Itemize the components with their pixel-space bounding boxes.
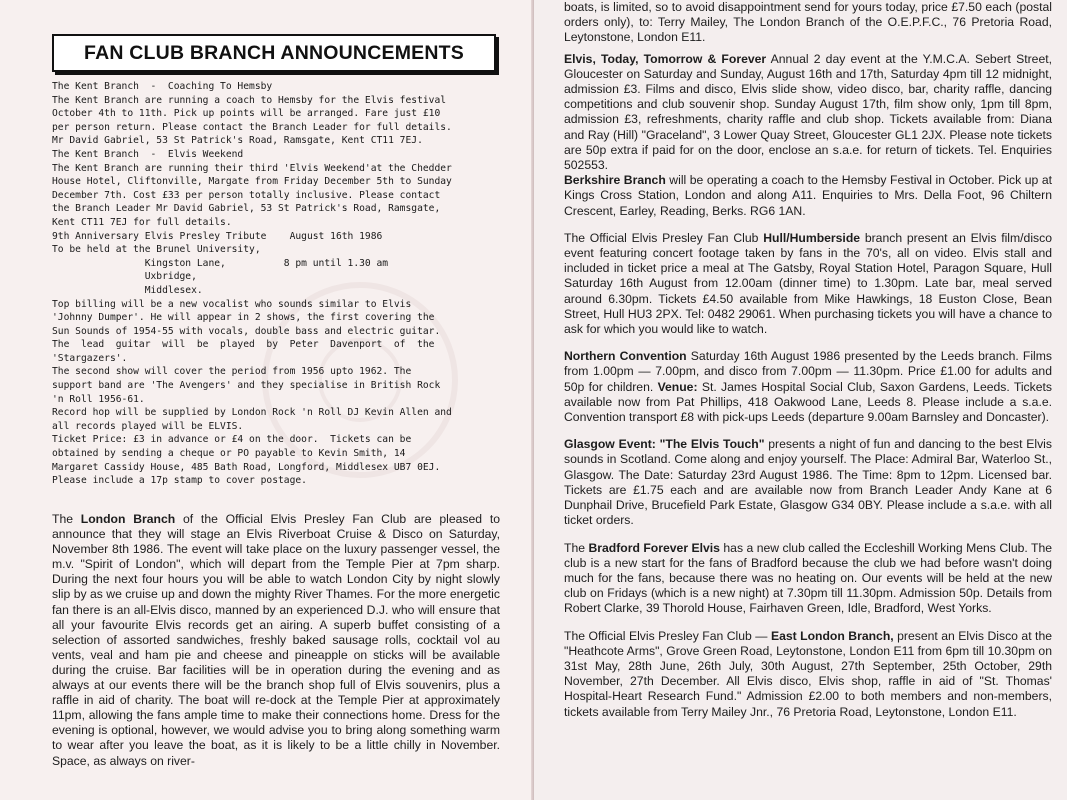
typed-line: all records played will be ELVIS. bbox=[52, 420, 244, 432]
northern-title: Northern Convention bbox=[564, 349, 687, 364]
typed-line: Ticket Price: £3 in advance or £4 on the door. Tickets can be bbox=[52, 434, 412, 446]
typed-line: 'n Roll 1956-61. bbox=[52, 393, 145, 405]
london-continuation: boats, is limited, so to avoid disappointment send for yours today, price £7.50 each (postal orders only), to: Terry Mailey, The London Branch of the O.E.P.F.C., 76 Pretoria Road, Leytonstone, London E11. bbox=[564, 0, 1052, 45]
bradford-announcement bbox=[564, 541, 1052, 617]
typed-line: The Kent Branch - Coaching To Hemsby bbox=[52, 81, 273, 92]
london-branch-announcement bbox=[52, 512, 500, 769]
etf-body: Annual 2 day event at the Y.M.C.A. Sebert Street, Gloucester on Saturday and Sunday, August 16th and 17th, Saturday 4pm till 12 midnight, admission £3. Films and disco, Elvis slide show, video disco, bar, charity raffle, dancing competitions and club souvenir shop. Sunday August 17th, film show only, 1pm till 8pm, admission £3, refreshments, charity raffle and club shop. Tickets available from: Diana and Ray (Hill) "Graceland", 3 Lower Quay Street, Gloucester GL1 2JX. Please note tickets are 50p extra if paid for on the door, enclose an s.a.e. for return of tickets. Tel. Enquiries 502553. bbox=[564, 51, 1052, 173]
typed-line: 9th Anniversary Elvis Presley Tribute August 16th 1986 bbox=[52, 230, 383, 242]
heading-text: FAN CLUB BRANCH ANNOUNCEMENTS bbox=[84, 41, 464, 64]
typed-line: Top billing will be a new vocalist who sounds similar to Elvis bbox=[52, 298, 412, 310]
berkshire-title: Berkshire Branch bbox=[564, 173, 666, 188]
northern-body: Saturday 16th August 1986 presented by the Leeds branch. Films from 1.00pm — 7.00pm, and disco from 7.00pm — 11.30pm. Price £1.00 for adults and 50p for children. bbox=[564, 349, 1052, 394]
typed-line: 'Johnny Dumper'. He will appear in 2 shows, the first covering the bbox=[52, 312, 435, 324]
typed-line: Please include a 17p stamp to cover postage. bbox=[52, 475, 307, 487]
typed-line: The Kent Branch are running their third 'Elvis Weekend'at the Chedder bbox=[52, 162, 452, 174]
berkshire-body: will be operating a coach to the Hemsby Festival in October. Pick up at Kings Cross Station, London and along A11. Enquiries to Mrs. Della Foot, 96 Chiltern Crescent, Earley, Reading, Berks. RG6 1AN. bbox=[564, 173, 1052, 218]
glasgow-body: presents a night of fun and dancing to the best Elvis sounds in Scotland. Come along and enjoy yourself. The Place: Admiral Bar, Waterloo St., Glasgow. The Date: Saturday 23rd August 1986. The Time: 8pm to 12pm. Licensed bar. Tickets are £1.75 each and are available now from Branch Leader Andy Kane at 6 Dunphail Drive, Brucefield Park Estate, Glasgow G34 0BY. Please include a s.a.e. with all ticket orders. bbox=[564, 437, 1052, 528]
left-page bbox=[0, 0, 533, 800]
typed-line: Sun Sounds of 1954-55 with vocals, double bass and electric guitar. bbox=[52, 325, 441, 337]
typed-line: Record hop will be supplied by London Rock 'n Roll DJ Kevin Allen and bbox=[52, 407, 452, 419]
right-page bbox=[534, 0, 1067, 800]
etf-announcement bbox=[564, 52, 1052, 174]
right-column bbox=[564, 0, 1052, 720]
east-london-title: East London Branch, bbox=[770, 628, 894, 643]
hull-title: Hull/Humberside bbox=[763, 230, 861, 245]
typed-line: Margaret Cassidy House, 485 Bath Road, Longford, Middlesex UB7 0EJ. bbox=[52, 461, 441, 473]
hull-body: branch present an Elvis film/disco event featuring concert footage taken by fans in the 70's, all on video. Elvis stall and included in ticket price a meal at The Gatsby, Royal Station Hotel, Paragon Square, Hull Saturday 16th August from 12.00am (dinner time) to 1.30pm. Late bar, meal served around 6.30pm. Tickets £4.50 available from Mike Hawkings, 18 Euston Close, Bean Street, Hull HU3 2PX. Tel: 0482 29061. When purchasing tickets you will have a chance to ask for which you would like to watch. bbox=[564, 230, 1052, 337]
typed-line: Kent CT11 7EJ for full details. bbox=[52, 216, 232, 228]
typed-line: obtained by sending a cheque or PO payable to Kevin Smith, 14 bbox=[52, 448, 406, 460]
bradford-body: has a new club called the Eccleshill Working Mens Club. The club is a new start for the fans of Bradford because the club we had before wasn't doing much for the fans, because there was no heating on. Our events will be held at the new club on Fridays (which is a new night) at 7.30pm till 11.30pm. Admission 50p. Details from Robert Clarke, 39 Thorold House, Fairhaven Green, Idle, Bradford, West Yorks. bbox=[564, 540, 1053, 616]
typed-line: the Branch Leader Mr David Gabriel, 53 St Patrick's Road, Ramsgate, bbox=[52, 203, 441, 215]
northern-venue-label: Venue: bbox=[657, 379, 698, 394]
typed-line: 'Stargazers'. bbox=[52, 352, 128, 364]
etf-title: Elvis, Today, Tomorrow & Forever bbox=[564, 51, 767, 66]
page-heading bbox=[52, 34, 496, 72]
typed-line: Middlesex. bbox=[52, 284, 203, 296]
bradford-title: Bradford Forever Elvis bbox=[588, 540, 720, 555]
typed-line: Kingston Lane, 8 pm until 1.30 am bbox=[52, 257, 389, 269]
hull-announcement bbox=[564, 231, 1052, 337]
london-pre: The bbox=[52, 512, 81, 526]
east-london-pre: The Official Elvis Presley Fan Club — bbox=[564, 628, 771, 643]
london-body: of the Official Elvis Presley Fan Club are pleased to announce that they will stage an Elvis Riverboat Cruise & Disco on Saturday, November 8th 1986. The event will take place on the luxury passenger vessel, the m.v. "Spirit of London", which will depart from the Temple Pier at 7pm sharp. During the next four hours you will be able to watch London City by night slowly slip by as we cruise up and down the mighty River Thames. For the more energetic fan there is an all-Elvis disco, manned by an experienced D.J. who will ensure that all your favourite Elvis records get an airing. A superb buffet consisting of a selection of assorted sandwiches, freshly baked sausage rolls, cocktail vol au vents, veal and ham pie and cheese and pineapple on sticks will be available during the cruise. Bar facilities will be in operation during the evening and as always at our events there will be the branch shop full of Elvis souvenirs, plus a raffle in aid of charity. The boat will re-dock at the Temple Pier at approximately 11pm, allowing the fans ample time to make their connections home. Dress for the evening is optional, however, we would advise you to bring along something warm to wear after you leave the boat, as it is likely to be a little chilly in November. Space, as always on river- bbox=[52, 512, 501, 768]
typed-line: December 7th. Cost £33 per person totally inclusive. Please contact bbox=[52, 189, 441, 201]
northern-announcement bbox=[564, 349, 1052, 425]
berkshire-announcement bbox=[564, 173, 1052, 219]
typed-line: House Hotel, Cliftonville, Margate from Friday December 5th to Sunday bbox=[52, 176, 452, 188]
typewritten-announcements bbox=[52, 80, 500, 488]
east-london-announcement bbox=[564, 629, 1052, 720]
typed-line: To be held at the Brunel University, bbox=[52, 244, 261, 256]
typed-line: The lead guitar will be played by Peter Davenport of the bbox=[52, 339, 435, 351]
glasgow-announcement bbox=[564, 437, 1052, 528]
hull-pre: The Official Elvis Presley Fan Club bbox=[564, 230, 764, 245]
glasgow-title: Glasgow Event: "The Elvis Touch" bbox=[564, 437, 765, 452]
typed-line: Uxbridge, bbox=[52, 271, 197, 283]
east-london-body: present an Elvis Disco at the "Heathcote Arms", Grove Green Road, Leytonstone, London E11 from 6pm till 10.30pm on 31st May, 28th June, 26th July, 30th August, 27th September, 25th October, 29th November, 27th December. All Elvis disco, Elvis shop, raffle in aid of "St. Thomas' Hospital-Heart Research Fund." Admission £2.00 to both members and non-members, tickets available from Terry Mailey Jnr., 76 Pretoria Road, Leytonstone, London E11. bbox=[564, 628, 1053, 719]
bradford-pre: The bbox=[564, 540, 589, 555]
typed-line: The Kent Branch are running a coach to Hemsby for the Elvis festival bbox=[52, 94, 447, 106]
typed-line: per person return. Please contact the Branch Leader for full details. bbox=[52, 121, 452, 133]
london-branch-name: London Branch bbox=[80, 512, 176, 526]
typed-line: Mr David Gabriel, 53 St Patrick's Road, Ramsgate, Kent CT11 7EJ. bbox=[52, 135, 423, 147]
typed-line: The Kent Branch - Elvis Weekend bbox=[52, 148, 244, 160]
typed-line: The second show will cover the period from 1956 upto 1962. The bbox=[52, 366, 412, 378]
typed-line: October 4th to 11th. Pick up points will be arranged. Fare just £10 bbox=[52, 108, 441, 120]
northern-body-2: St. James Hospital Social Club, Saxon Gardens, Leeds. Tickets available now from Pat Phillips, 418 Oakwood Lane, Leeds 8. Please include a s.a.e. Convention transport £8 with pick-ups Leeds (departure 9.00am Barnsley and Doncaster). bbox=[564, 379, 1052, 425]
typed-line: support band are 'The Avengers' and they specialise in British Rock bbox=[52, 380, 441, 392]
